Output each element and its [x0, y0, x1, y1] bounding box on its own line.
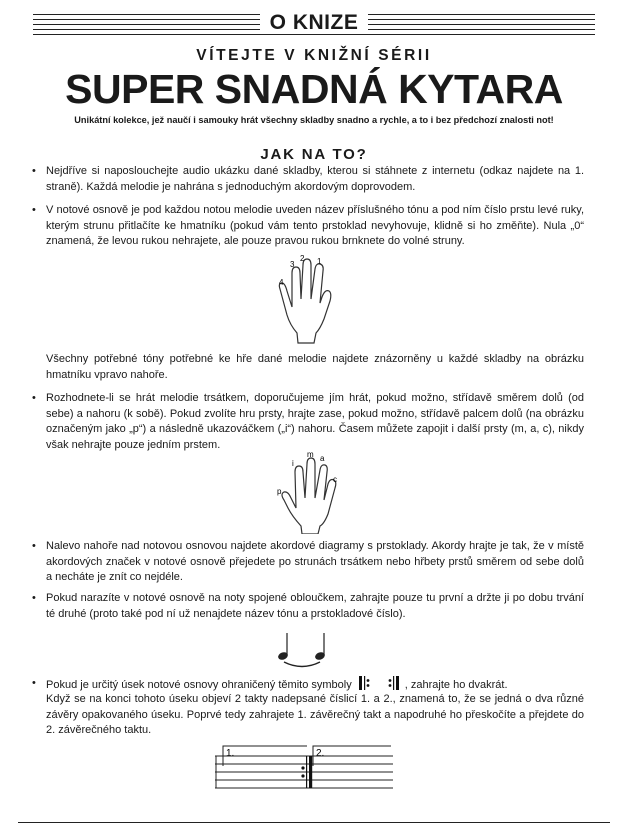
paragraph-audio: Nejdříve si naposlouchejte audio ukázku dané skladby, kterou si stáhnete z internetu (odkaz najdete na 1. straně). Každá melodie je nahrána s jednoduchým akordovým doprovodem.: [46, 165, 584, 193]
right-hand-illustration: [270, 452, 350, 534]
bullet: •: [32, 592, 36, 604]
finger-label-m: m: [307, 452, 314, 459]
paragraph-ties: Pokud narazíte v notové osnově na noty spojené obloučkem, zahrajte pouze tu první a držte ji po dobu trvání té druhé (proto také pod ní už nenajdete název tónu a prstokladové číslo).: [46, 592, 584, 620]
paragraph-picking: Rozhodnete-li se hrát melodie trsátkem, doporučujeme jím hrát, pokud možno, střídavě směrem dolů (od sebe) a nahoru (k sobě). Pokud zvolíte hru prsty, hrajte zase, pokud možno, střídavě palcem dolů (na obrázku označeným jako „p“) a následně ukazováčkem („i“) nahoru. Časem můžete zapojit i další prsty (m, a, c), nikdy však nehrajte pouze jedním prstem.: [46, 392, 584, 451]
book-title: O KNIZE: [0, 11, 628, 35]
bullet: •: [32, 392, 36, 404]
left-hand-illustration: [270, 255, 340, 345]
bullet: •: [32, 677, 36, 689]
tied-notes-illustration: [270, 625, 340, 670]
paragraph-chords: Nalevo nahoře nad notovou osnovou najdete akordové diagramy s prstoklady. Akordy hrajte je tak, že v místě akordových značek v notové osnově přejedete po strunách trsátkem nebo hřbety prstů směrem od sebe dolů a necháte je znít co nejdéle.: [46, 540, 584, 583]
finger-label-a: a: [320, 454, 325, 463]
ending-label-1: 1.: [226, 748, 235, 759]
repeat-text-after: , zahrajte ho dvakrát.: [404, 679, 508, 691]
paragraph-fretboard: Všechny potřebné tóny potřebné ke hře dané melodie najdete znázorněny u každé skladby na obrázku hmatníku vpravo nahoře.: [46, 353, 584, 381]
finger-label-i: i: [292, 459, 294, 468]
finger-label-3: 3: [290, 260, 295, 269]
finger-label-1: 1: [317, 257, 322, 266]
bullet: •: [32, 204, 36, 216]
bullet: •: [32, 165, 36, 177]
paragraph-repeat-line1: [46, 676, 584, 694]
series-title: SUPER SNADNÁ KYTARA: [65, 66, 563, 112]
finger-label-c: c: [333, 475, 337, 484]
bottom-rule: [18, 822, 610, 823]
paragraph-notes: V notové osnově je pod každou notou melodie uveden název příslušného tónu a pod ním číslo prstu levé ruky, kterým strunu přitlačíte ke hmatníku (pokud vám tento prstoklad nevyhovuje, klidně si ho změňte). Nula „0“ znamená, že levou rukou nehrajete, ale pouze pravou rukou brnknete do volné struny.: [46, 204, 584, 247]
repeat-text-before: Pokud je určitý úsek notové osnovy ohraničený těmito symboly: [46, 679, 352, 691]
ending-label-2: 2.: [316, 748, 325, 759]
finger-label-2: 2: [300, 255, 305, 263]
howto-heading: JAK NA TO?: [260, 146, 368, 163]
tagline: Unikátní kolekce, jež naučí i samouky hrát všechny skladby snadno a rychle, a to i bez předchozí znalosti not!: [74, 115, 554, 125]
finger-label-p: p: [277, 487, 282, 496]
paragraph-repeat-endings: Když se na konci tohoto úseku objeví 2 takty nadepsané číslicí 1. a 2., znamená to, že se jedná o dva různé závěry opakovaného úseku. Poprvé tedy zahrajete 1. závěrečný takt a napodruhé ho přeskočíte a přejdete do 2. závěrečného taktu.: [46, 693, 584, 736]
repeat-signs-icon: [357, 676, 403, 690]
finger-label-4: 4: [279, 278, 284, 287]
bullet: •: [32, 540, 36, 552]
welcome-subtitle: VÍTEJTE V KNIŽNÍ SÉRII: [196, 47, 432, 64]
volta-endings-illustration: [215, 742, 395, 802]
